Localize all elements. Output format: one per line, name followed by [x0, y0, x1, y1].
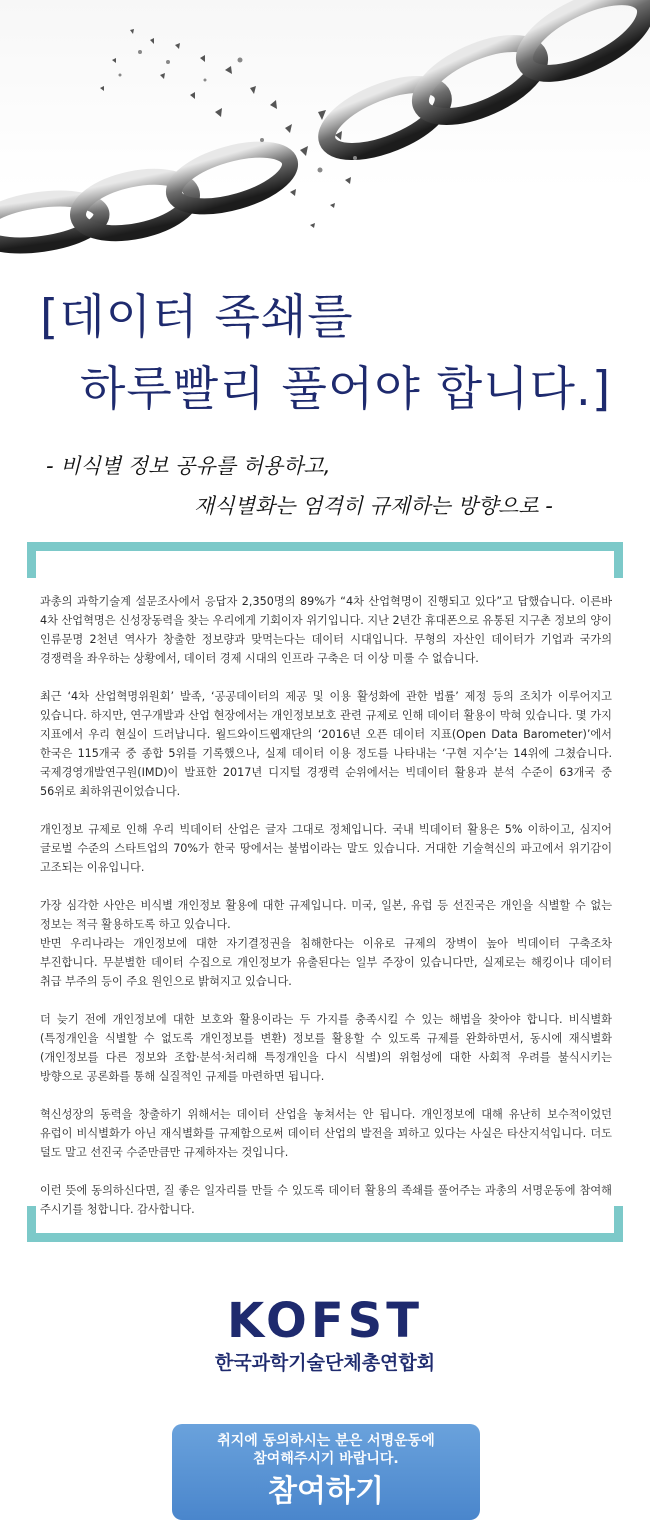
headline-line-1: [데이터 족쇄를	[40, 290, 354, 345]
bracket-top-divider	[27, 542, 623, 578]
body-paragraph: 과총의 과학기술계 설문조사에서 응답자 2,350명의 89%가 “4차 산업혁명이 진행되고 있다”고 답했습니다. 이른바 4차 산업혁명은 신성장동력을 찾는 우리에게 기회이자 위기입니다. 지난 2년간 휴대폰으로 유통된 지구촌 정보의 양이 인류문명 2천년 역사가 창출한 정보량과 맞먹는다는 데이터 시대입니다. 무형의 자산인 데이터가 기업과 국가의 경쟁력을 좌우하는 상황에서, 데이터 경제 시대의 인프라 구축은 더 이상 미룰 수 없습니다.	[40, 595, 612, 665]
bracket-bottom-divider	[27, 1206, 623, 1242]
subtitle	[46, 446, 606, 526]
subtitle-line-1: - 비식별 정보 공유를 허용하고,	[46, 454, 331, 478]
body-paragraph: 혁신성장의 동력을 창출하기 위해서는 데이터 산업을 놓쳐서는 안 됩니다. 개인정보에 대해 유난히 보수적이었던 유럽이 비식별화가 아닌 재식별화를 규제함으로써 데이터 산업의 발전을 꾀하고 있다는 사실은 타산지석입니다. 더도 덜도 말고 선진국 수준만큼만 규제하자는 것입니다.	[40, 1108, 612, 1159]
cta-text-line-1: 취지에 동의하시는 분은 서명운동에	[217, 1433, 435, 1449]
broken-chain-image	[0, 0, 650, 270]
join-signature-button[interactable]	[172, 1424, 480, 1520]
logo-wordmark: KOFST	[227, 1293, 423, 1349]
body-paragraph: 이런 뜻에 동의하신다면, 질 좋은 일자리를 만들 수 있도록 데이터 활용의 족쇄를 풀어주는 과총의 서명운동에 참여해 주시기를 청합니다. 감사합니다.	[40, 1184, 612, 1216]
cta-text-line-2: 참여해주시기 바랍니다.	[253, 1451, 399, 1467]
body-paragraph: 가장 심각한 사안은 비식별 개인정보 활용에 대한 규제입니다. 미국, 일본, 유럽 등 선진국은 개인을 식별할 수 없는 정보는 적극 활용하도록 하고 있습니다. 반면 우리나라는 개인정보에 대한 자기결정권을 침해한다는 이유로 규제의 장벽이 높아 빅데이터 구축조차 부진합니다. 무분별한 데이터 수집으로 개인정보가 유출된다는 일부 주장이 있습니다만, 실제로는 해킹이나 데이터 취급 부주의 등이 주요 원인으로 밝혀지고 있습니다.	[40, 899, 612, 988]
body-paragraph: 개인정보 규제로 인해 우리 빅데이터 산업은 글자 그대로 정체입니다. 국내 빅데이터 활용은 5% 이하이고, 심지어 글로벌 수준의 스타트업의 70%가 한국 땅에서는 불법이라는 말도 있습니다. 거대한 기술혁신의 파고에서 위기감이 고조되는 이유입니다.	[40, 823, 612, 874]
organization-name: 한국과학기술단체총연합회	[214, 1352, 436, 1374]
kofst-logo	[0, 1294, 650, 1376]
join-button-label: 참여하기	[268, 1474, 384, 1509]
body-paragraph: 더 늦기 전에 개인정보에 대한 보호와 활용이라는 두 가지를 충족시킬 수 있는 해법을 찾아야 합니다. 비식별화(특정개인을 식별할 수 없도록 개인정보를 변환) 정보를 활용할 수 있도록 규제를 완화하면서, 동시에 재식별화(개인정보를 다른 정보와 조합·분석·처리해 특정개인을 다시 식별)의 위험성에 대한 사회적 우려를 불식시키는 방향으로 공론화를 통해 실질적인 규제를 마련하면 됩니다.	[40, 1013, 612, 1083]
headline	[40, 282, 620, 426]
body-paragraph: 최근 ‘4차 산업혁명위원회’ 발족, ‘공공데이터의 제공 및 이용 활성화에 관한 법률’ 제정 등의 조치가 이루어지고 있습니다. 하지만, 연구개발과 산업 현장에서는 개인정보보호 관련 규제로 인해 데이터 활용이 막혀 있습니다. 몇 가지 지표에서 우리 현실이 드러납니다. 월드와이드웹재단의 ‘2016년 오픈 데이터 지표(Open Data Barometer)’에서 한국은 115개국 중 종합 5위를 기록했으나, 실제 데이터 이용 정도를 나타내는 ‘구현 지수’는 14위에 그쳤습니다. 국제경영개발연구원(IMD)이 발표한 2017년 디지털 경쟁력 순위에서는 빅데이터 활용과 분석 수준이 63개국 중 56위로 최하위권이었습니다.	[40, 690, 612, 798]
subtitle-line-2: 재식별화는 엄격히 규제하는 방향으로 -	[194, 494, 553, 518]
body-text	[40, 592, 612, 1238]
headline-line-2: 하루빨리 풀어야 합니다.]	[80, 362, 612, 417]
